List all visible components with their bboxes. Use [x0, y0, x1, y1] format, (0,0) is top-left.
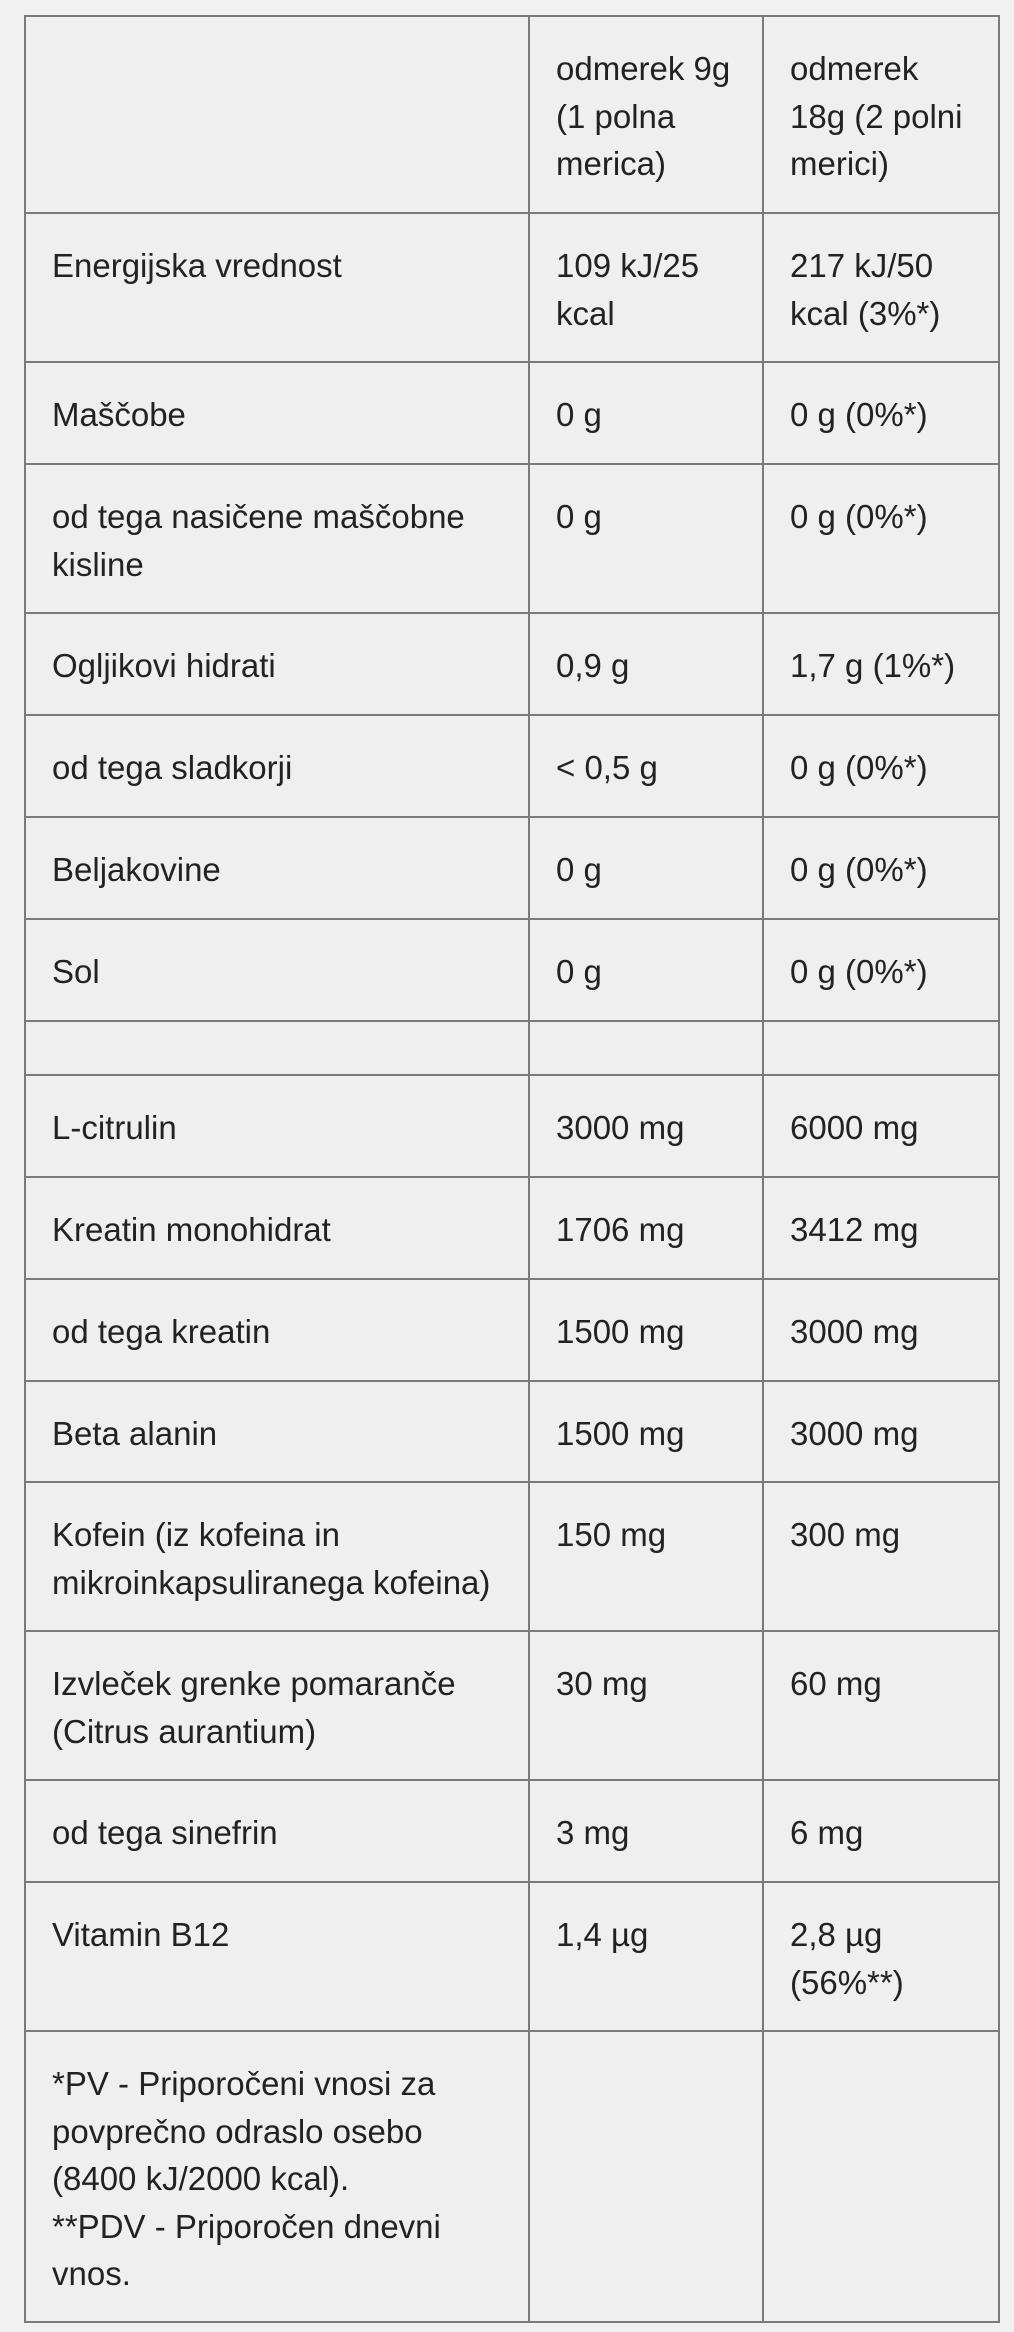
nutrient-label: Izvleček grenke pomaranče (Citrus aurantium) [25, 1631, 529, 1780]
table-row [25, 1482, 999, 1631]
table-row [25, 817, 999, 919]
value-dose-1: 1706 mg [529, 1177, 763, 1279]
value-dose-2: 0 g (0%*) [763, 919, 999, 1021]
header-label-cell [25, 16, 529, 213]
table-row [25, 1882, 999, 2031]
table-row [25, 362, 999, 464]
value-dose-2: 6000 mg [763, 1075, 999, 1177]
nutrient-label: Energijska vrednost [25, 213, 529, 362]
table-row [25, 213, 999, 362]
value-dose-1: 1500 mg [529, 1381, 763, 1482]
value-dose-2: 0 g (0%*) [763, 715, 999, 817]
nutrient-label: od tega kreatin [25, 1279, 529, 1381]
table-row [25, 613, 999, 715]
nutrient-label: Kofein (iz kofeina in mikroinkapsuliranega kofeina) [25, 1482, 529, 1631]
nutrient-label: Ogljikovi hidrati [25, 613, 529, 715]
nutrient-label: L-citrulin [25, 1075, 529, 1177]
value-dose-2: 6 mg [763, 1780, 999, 1882]
nutrition-table [24, 15, 1000, 2323]
value-dose-2: 0 g (0%*) [763, 362, 999, 464]
header-dose-1: odmerek 9g (1 polna merica) [529, 16, 763, 213]
value-dose-1: < 0,5 g [529, 715, 763, 817]
value-dose-2: 0 g (0%*) [763, 817, 999, 919]
value-dose-1: 0,9 g [529, 613, 763, 715]
nutrient-label: od tega sladkorji [25, 715, 529, 817]
value-dose-1: 0 g [529, 464, 763, 613]
value-dose-2: 0 g (0%*) [763, 464, 999, 613]
nutrient-label: Sol [25, 919, 529, 1021]
value-dose-1: 3000 mg [529, 1075, 763, 1177]
value-dose-1: 0 g [529, 817, 763, 919]
value-dose-1: 1500 mg [529, 1279, 763, 1381]
spacer-row [25, 1021, 999, 1075]
footnote-pv: *PV - Priporočeni vnosi za povprečno odraslo osebo (8400 kJ/2000 kcal). [52, 2065, 436, 2197]
nutrient-label [25, 1021, 529, 1075]
table-row [25, 464, 999, 613]
nutrient-label: Beljakovine [25, 817, 529, 919]
footnote-pdv: **PDV - Priporočen dnevni vnos. [52, 2207, 441, 2292]
value-dose-1: 1,4 µg [529, 1882, 763, 2031]
value-dose-1 [529, 1021, 763, 1075]
value-dose-1: 0 g [529, 919, 763, 1021]
nutrient-label: Maščobe [25, 362, 529, 464]
header-row [25, 16, 999, 213]
footnote-empty-cell [763, 2031, 999, 2322]
value-dose-2 [763, 1021, 999, 1075]
value-dose-1: 3 mg [529, 1780, 763, 1882]
table-row [25, 1177, 999, 1279]
table-row [25, 1279, 999, 1381]
value-dose-2: 3412 mg [763, 1177, 999, 1279]
value-dose-1: 109 kJ/25 kcal [529, 213, 763, 362]
value-dose-2: 300 mg [763, 1482, 999, 1631]
nutrient-label: Vitamin B12 [25, 1882, 529, 2031]
value-dose-2: 3000 mg [763, 1381, 999, 1482]
nutrient-label: od tega sinefrin [25, 1780, 529, 1882]
table-row [25, 1780, 999, 1882]
value-dose-2: 2,8 µg (56%**) [763, 1882, 999, 2031]
header-dose-2: odmerek 18g (2 polni merici) [763, 16, 999, 213]
value-dose-1: 150 mg [529, 1482, 763, 1631]
table-row [25, 919, 999, 1021]
table-row [25, 715, 999, 817]
value-dose-2: 60 mg [763, 1631, 999, 1780]
footnote-row [25, 2031, 999, 2322]
footnote-empty-cell [529, 2031, 763, 2322]
nutrient-label: Kreatin monohidrat [25, 1177, 529, 1279]
value-dose-2: 1,7 g (1%*) [763, 613, 999, 715]
table-row [25, 1381, 999, 1482]
nutrient-label: Beta alanin [25, 1381, 529, 1482]
value-dose-1: 30 mg [529, 1631, 763, 1780]
footnote-cell [25, 2031, 529, 2322]
value-dose-2: 217 kJ/50 kcal (3%*) [763, 213, 999, 362]
value-dose-1: 0 g [529, 362, 763, 464]
value-dose-2: 3000 mg [763, 1279, 999, 1381]
table-row [25, 1631, 999, 1780]
nutrient-label: od tega nasičene maščobne kisline [25, 464, 529, 613]
table-row [25, 1075, 999, 1177]
